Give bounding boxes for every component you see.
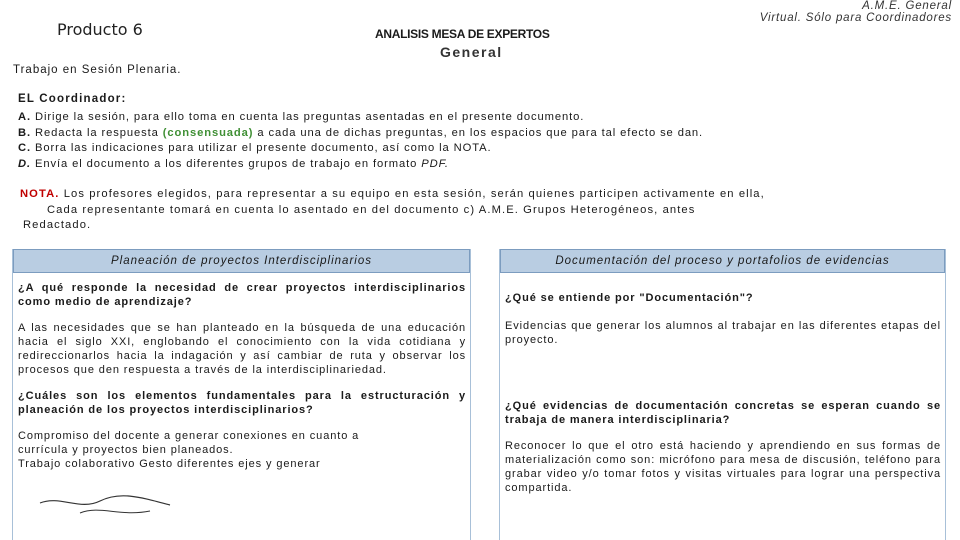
documentation-question-1: ¿Qué se entiende por "Documentación"? <box>505 292 754 304</box>
planning-question-1: ¿A qué responde la necesidad de crear proyectos interdisciplinarios como medio de aprendizaje? <box>18 282 466 308</box>
product-label: Producto 6 <box>57 20 143 39</box>
header-right-line1: A.M.E. General <box>862 0 952 12</box>
instruction-a-text: Dirige la sesión, para ello toma en cuenta las preguntas asentadas en el presente documento. <box>31 111 585 123</box>
document-title: ANALISIS MESA DE EXPERTOS <box>375 27 550 41</box>
documentation-answer-1: Evidencias que generar los alumnos al trabajar en las diferentes etapas del proyecto. <box>505 320 941 346</box>
documentation-question-2: ¿Qué evidencias de documentación concretas se esperan cuando se trabaja de manera interdisciplinaria? <box>505 400 941 426</box>
instruction-b-key: B. <box>18 126 31 139</box>
planning-answer-2-line2: currícula y proyectos bien planeados. <box>18 444 234 456</box>
documentation-column-header: Documentación del proceso y portafolios de evidencias <box>500 249 945 273</box>
documentation-column-body[interactable] <box>500 273 945 495</box>
instruction-d-key: D. <box>18 157 31 170</box>
instruction-b-text-end: a cada una de dichas preguntas, en los espacios que para tal efecto se dan. <box>253 126 704 139</box>
instruction-b-text: Redacta la respuesta <box>31 126 163 139</box>
coordinator-heading: EL Coordinador: <box>18 93 127 105</box>
handwritten-mark <box>20 493 180 521</box>
documentation-column <box>499 249 946 540</box>
planning-answer-1: A las necesidades que se han planteado en la búsqueda de una educación hacia el siglo XXI, englobando el conocimiento con la vida cotidiana y redireccionarlos hacia la indagación y así cambiar de ruta y observar los procesos que den respuesta a través de la interdisciplinariedad. <box>18 322 466 376</box>
planning-answer-2 <box>18 429 466 471</box>
note-line3: Redactado. <box>23 219 92 231</box>
instruction-a <box>18 110 703 126</box>
note-line1 <box>20 187 900 203</box>
instruction-c-key: C. <box>18 142 31 154</box>
instruction-b <box>18 126 703 142</box>
instruction-d-text: Envía el documento a los diferentes grupos de trabajo en formato <box>31 157 422 170</box>
plenary-heading: Trabajo en Sesión Plenaria. <box>13 64 182 76</box>
planning-question-2: ¿Cuáles son los elementos fundamentales para la estructuración y planeación de los proyectos interdisciplinarios? <box>18 390 466 416</box>
header-right <box>760 0 952 24</box>
instruction-d-format: PDF. <box>421 157 449 170</box>
planning-answer-2-line1: Compromiso del docente a generar conexiones en cuanto a <box>18 430 360 442</box>
note-block <box>20 187 900 234</box>
coordinator-instructions <box>18 110 703 172</box>
instruction-d <box>18 157 703 173</box>
instruction-c <box>18 141 703 157</box>
planning-answer-2-line3: Trabajo colaborativo Gesto diferentes ejes y generar <box>18 458 321 470</box>
planning-column-body[interactable] <box>13 273 470 471</box>
note-line1-text: Los profesores elegidos, para representar a su equipo en esta sesión, serán quienes participen activamente en ella, <box>59 188 765 200</box>
instruction-c-text: Borra las indicaciones para utilizar el presente documento, así como la NOTA. <box>31 142 492 154</box>
header-right-line2: Virtual. Sólo para Coordinadores <box>759 12 952 24</box>
note-key: NOTA. <box>20 188 60 200</box>
note-line2: Cada representante tomará en cuenta lo asentado en del documento c) A.M.E. Grupos Heterogéneos, antes <box>47 203 696 216</box>
instruction-b-highlight: (consensuada) <box>162 126 254 139</box>
documentation-answer-2: Reconocer lo que el otro está haciendo y aprendiendo en sus formas de materialización como son: micrófono para mesa de discusión, teléfono para grabar video y/o tomar fotos y visitas virtuales para lograr una perspectiva compartida. <box>505 440 941 494</box>
planning-column-header: Planeación de proyectos Interdisciplinarios <box>13 249 470 273</box>
instruction-a-key: A. <box>18 111 31 123</box>
document-subtitle: General <box>440 44 503 60</box>
